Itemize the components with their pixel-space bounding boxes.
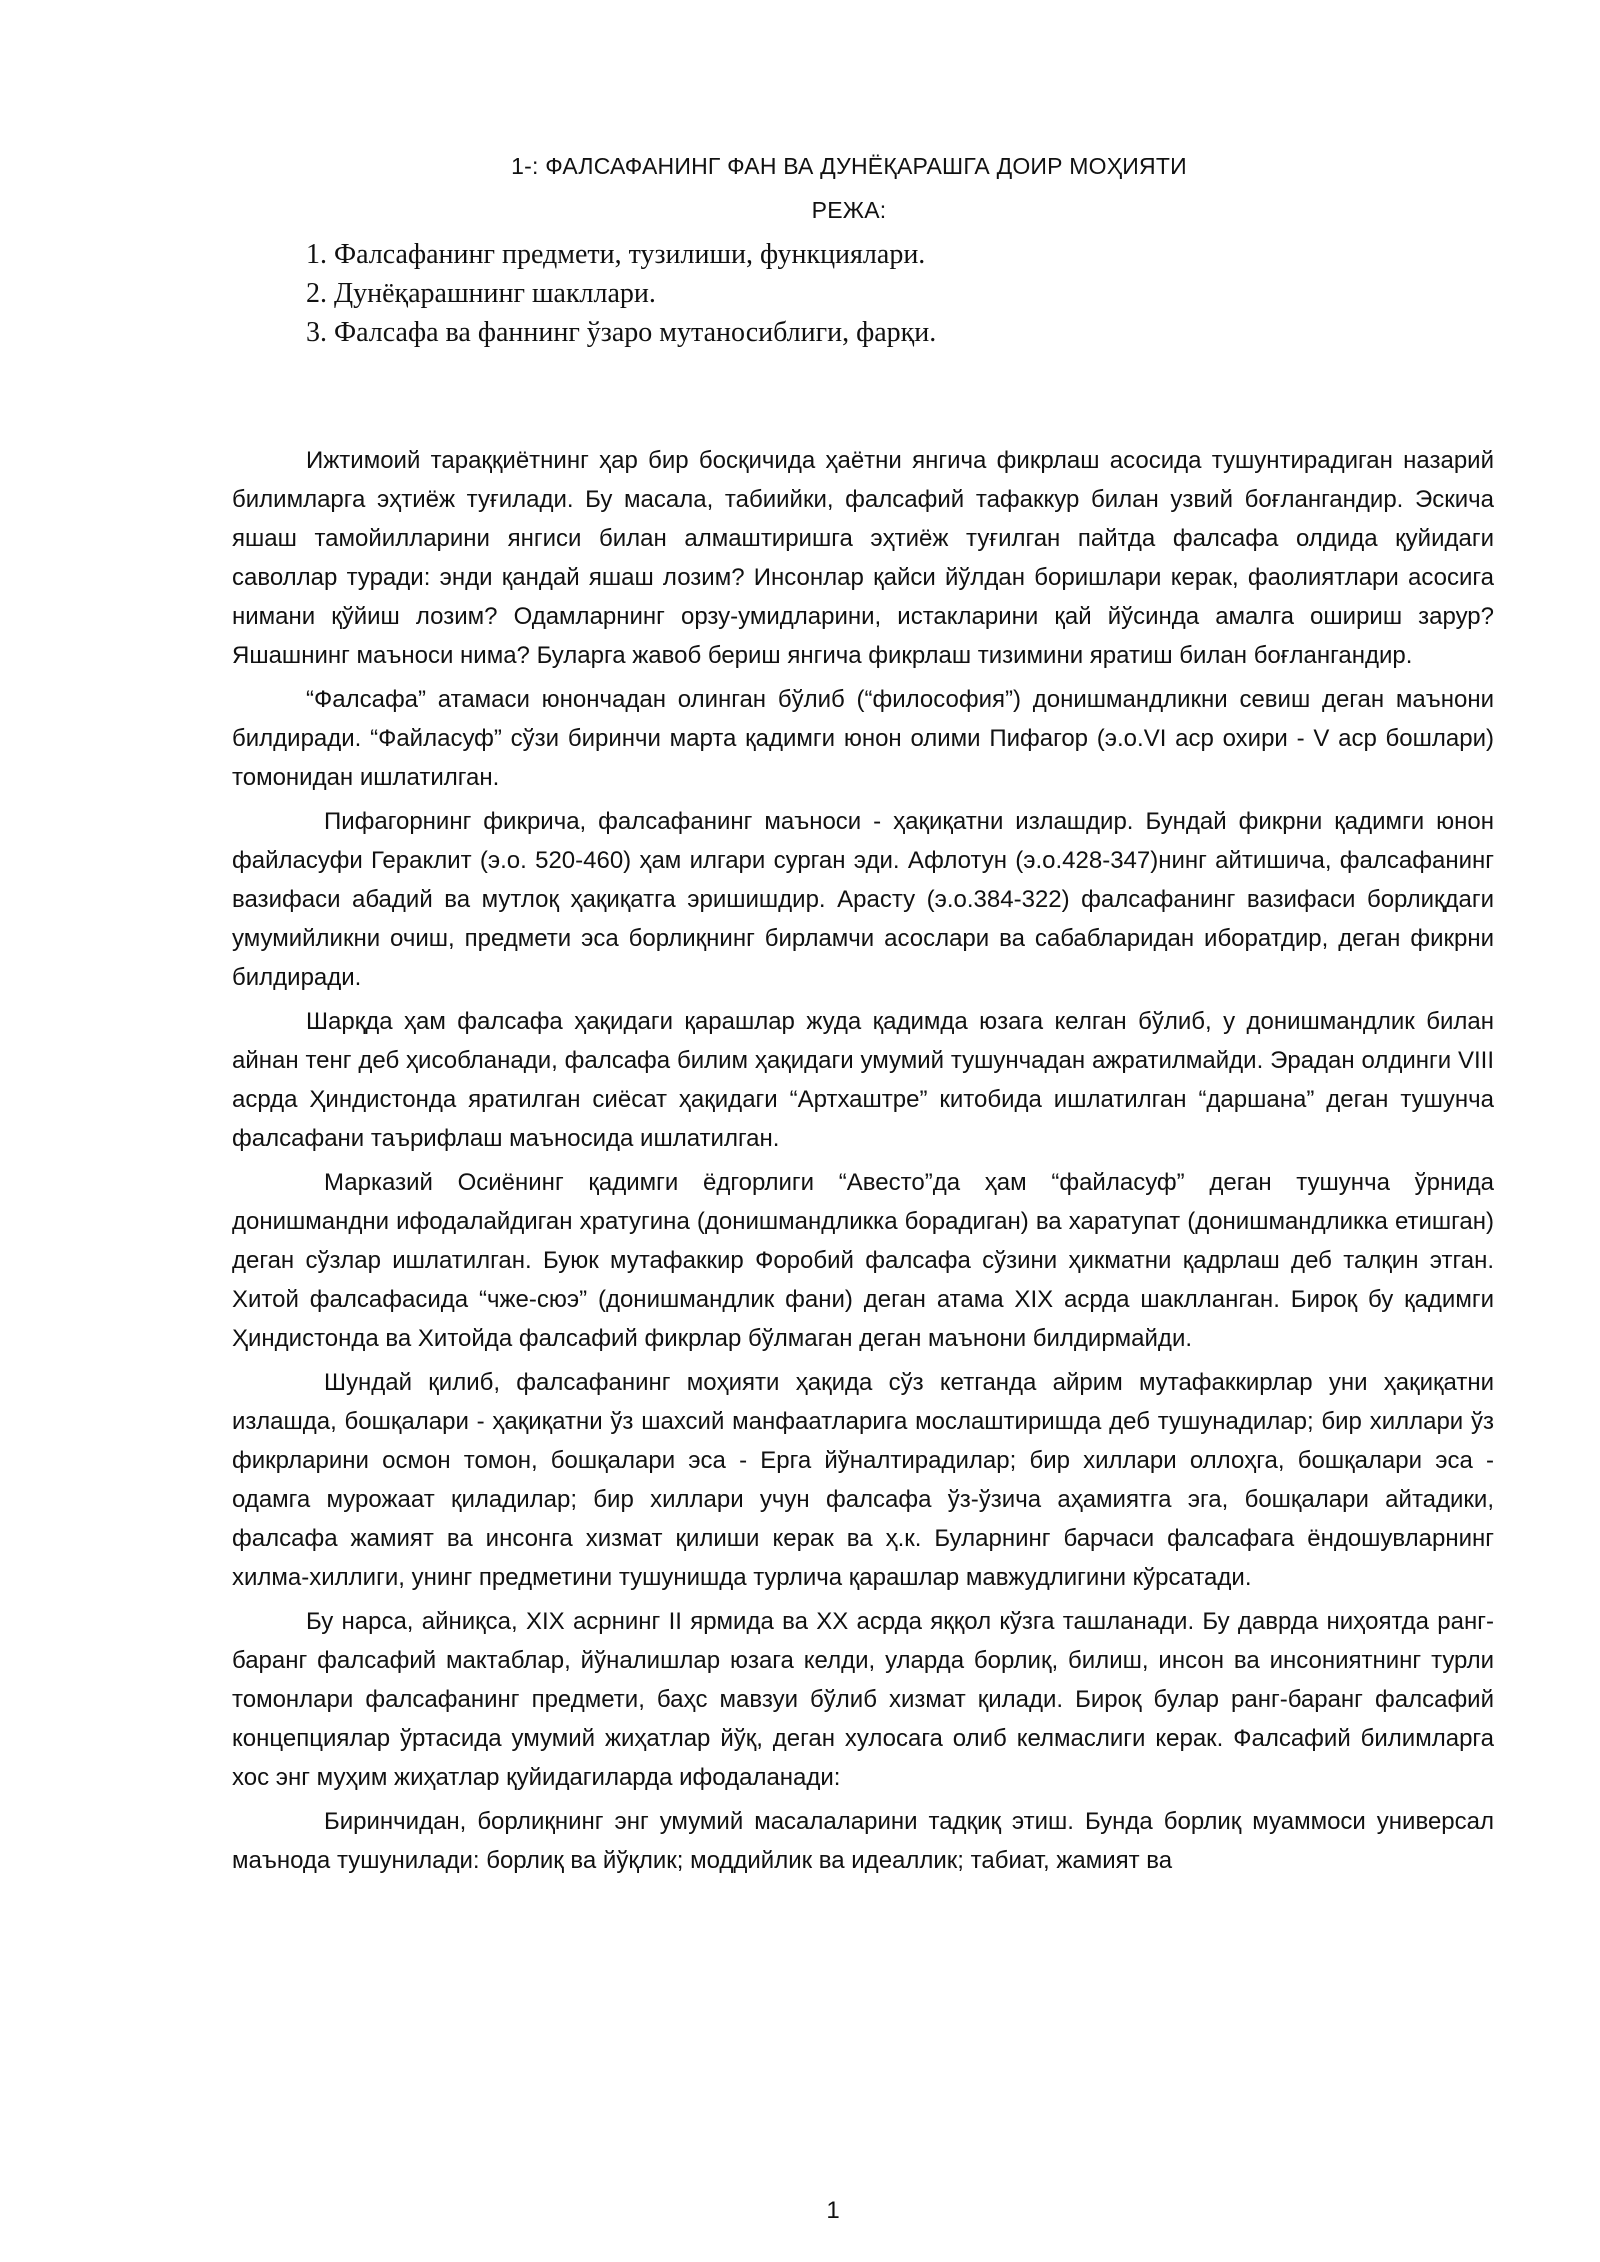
plan-list bbox=[306, 235, 936, 352]
paragraph: “Фалсафа” атамаси юнончадан олинган бўлиб (“философия”) донишмандликни севиш деган маънони билдиради. “Файласуф” сўзи биринчи марта қадимги юнон олими Пифагор (э.о.VI аср охири - V аср бошлари) томонидан ишлатилган. bbox=[232, 686, 1494, 791]
paragraph: Марказий Осиёнинг қадимги ёдгорлиги “Авесто”да ҳам “файласуф” деган тушунча ўрнида донишмандни ифодалайдиган хратугина (донишмандликка борадиган) ва харатупат (донишмандликка етишган) деган сўзлар ишлатилган. Буюк мутафаккир Форобий фалсафа сўзини ҳикматни қадрлаш деб талқин этган. Хитой фалсафасида “чже-сюэ” (донишмандлик фани) деган атама XIX асрда шаклланган. Бироқ бу қадимги Ҳиндистонда ва Хитойда фалсафий фикрлар бўлмаган деган маънони билдирмайди. bbox=[232, 1169, 1494, 1352]
paragraph: Шундай қилиб, фалсафанинг моҳияти ҳақида сўз кетганда айрим мутафаккирлар уни ҳақиқатни излашда, бошқалари - ҳақиқатни ўз шахсий манфаатларига мослаштиришда деб тушунадилар; бир хиллари ўз фикрларини осмон томон, бошқалари эса - Ерга йўналтирадилар; бир хиллари оллоҳга, бошқалари эса - одамга мурожаат қиладилар; бир хиллари учун фалсафа ўз-ўзича аҳамиятга эга, бошқалари айтадики, фалсафа жамият ва инсонга хизмат қилиши керак ва ҳ.к. Буларнинг барчаси фалсафага ёндошувларнинг хилма-хиллиги, унинг предметини тушунишда турлича қарашлар мавжудлигини кўрсатади. bbox=[232, 1369, 1494, 1591]
document-body bbox=[232, 441, 1494, 1885]
paragraph: Шарқда ҳам фалсафа ҳақидаги қарашлар жуда қадимда юзага келган бўлиб, у донишмандлик билан айнан тенг деб ҳисобланади, фалсафа билим ҳақидаги умумий тушунчадан ажратилмайди. Эрадан олдинги VIII асрда Ҳиндистонда яратилган сиёсат ҳақидаги “Артхаштре” китобида ишлатилган “даршана” деган тушунча фалсафани таърифлаш маъносида ишлатилган. bbox=[232, 1008, 1494, 1152]
plan-item: 1. Фалсафанинг предмети, тузилиши, функциялари. bbox=[306, 239, 926, 270]
paragraph: Пифагорнинг фикрича, фалсафанинг маъноси - ҳақиқатни излашдир. Бундай фикрни қадимги юнон файласуфи Гераклит (э.о. 520-460) ҳам илгари сурган эди. Афлотун (э.о.428-347)нинг айтишича, фалсафанинг вазифаси абадий ва мутлоқ ҳақиқатга эришишдир. Арасту (э.о.384-322) фалсафанинг вазифаси борлиқдаги умумийликни очиш, предмети эса борлиқнинг бирламчи асослари ва сабабларидан иборатдир, деган фикрни билдиради. bbox=[232, 808, 1494, 991]
plan-item: 2. Дунёқарашнинг шакллари. bbox=[306, 278, 656, 309]
paragraph: Биринчидан, борлиқнинг энг умумий масалаларини тадқиқ этиш. Бунда борлиқ муаммоси универсал маънода тушунилади: борлиқ ва йўқлик; моддийлик ва идеаллик; табиат, жамият ва bbox=[232, 1808, 1494, 1874]
paragraph: Ижтимоий тараққиётнинг ҳар бир босқичида ҳаётни янгича фикрлаш асосида тушунтирадиган назарий билимларга эҳтиёж туғилади. Бу масала, табиийки, фалсафий тафаккур билан узвий боғлангандир. Эскича яшаш тамойилларини янгиси билан алмаштиришга эҳтиёж туғилган пайтда фалсафа олдида қуйидаги саволлар туради: энди қандай яшаш лозим? Инсонлар қайси йўлдан боришлари керак, фаолиятлари асосига нимани қўйиш лозим? Одамларнинг орзу-умидларини, истакларини қай йўсинда амалга ошириш зарур? Яшашнинг маъноси нима? Буларга жавоб бериш янгича фикрлаш тизимини яратиш билан боғлангандир. bbox=[232, 447, 1494, 669]
plan-heading: РЕЖА: bbox=[811, 197, 887, 223]
page-number: 1 bbox=[826, 2197, 840, 2224]
document-title: 1-: ФАЛСАФАНИНГ ФАН ВА ДУНЁҚАРАШГА ДОИР МОҲИЯТИ bbox=[511, 153, 1187, 179]
paragraph: Бу нарса, айниқса, XIX асрнинг II ярмида ва XX асрда яққол кўзга ташланади. Бу даврда ниҳоятда ранг-баранг фалсафий мактаблар, йўналишлар юзага келди, уларда борлиқ, билиш, инсон ва инсониятнинг турли томонлари фалсафанинг предмети, баҳс мавзуи бўлиб хизмат қилади. Бироқ булар ранг-баранг фалсафий концепциялар ўртасида умумий жиҳатлар йўқ, деган хулосага олиб келмаслиги керак. Фалсафий билимларга хос энг муҳим жиҳатлар қуйидагиларда ифодаланади: bbox=[232, 1608, 1494, 1791]
plan-item: 3. Фалсафа ва фаннинг ўзаро мутаносиблиги, фарқи. bbox=[306, 317, 937, 348]
